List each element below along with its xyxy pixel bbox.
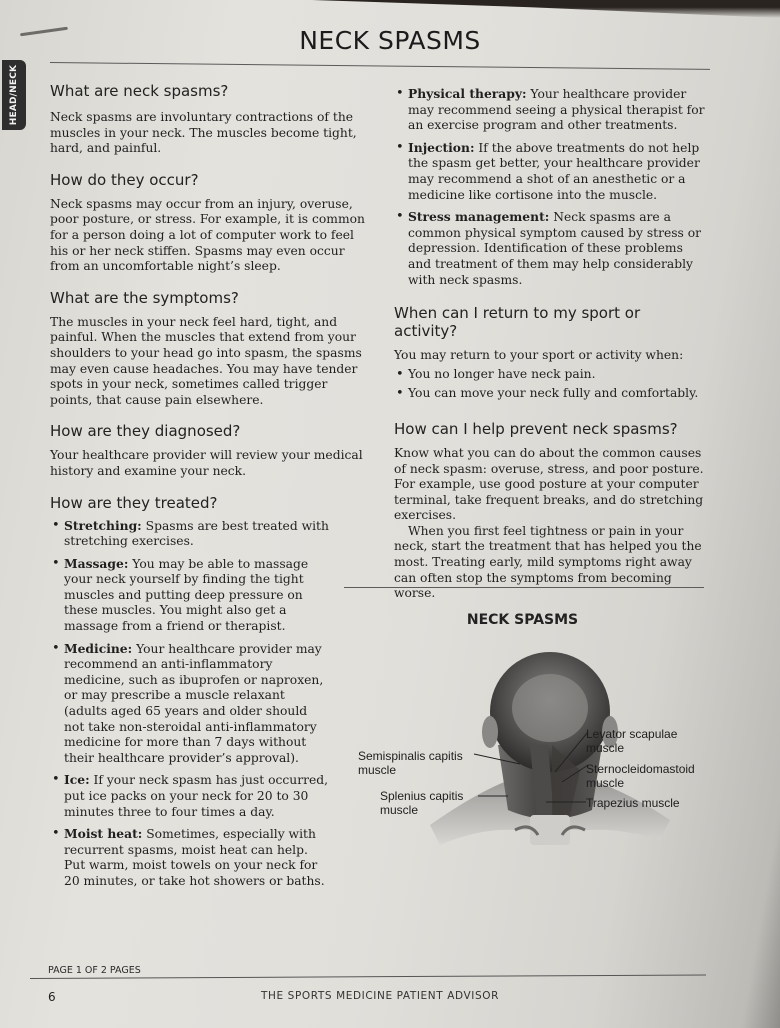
heading-prevent: How can I help prevent neck spasms? [394,419,678,438]
label-levator: Levator scapulae muscle [586,727,678,755]
heading-occur: How do they occur? [50,170,199,189]
heading-return: When can I return to my sport or activity? [394,304,641,341]
photo-background-edge [0,0,780,18]
body-what: Neck spasms are involuntary contractions of the muscles in your neck. The muscles become tight, hard, and painful. [50,110,357,156]
label-semispinalis: Semispinalis capitis muscle [358,749,463,777]
treatment-item [50,772,328,820]
treatment-text: Your healthcare provider may recommend seeing a physical therapist for an exercise program and other treatments. [408,87,705,133]
body-diagnosed: Your healthcare provider will review your medical history and examine your neck. [50,448,363,478]
heading-treated: How are they treated? [50,493,218,512]
treatment-list-continued [394,86,706,288]
treatment-text: Sometimes, especially with recurrent spasms, moist heat can help. Put warm, moist towels on your neck for 20 minutes, or take hot showers or baths. [64,827,325,888]
heading-diagnosed: How are they diagnosed? [50,422,241,441]
section-treated [50,494,370,890]
label-splenius: Splenius capitis muscle [380,789,464,817]
left-column [50,80,370,904]
section-side-tab [2,60,26,130]
prevent-para-1: Know what you can do about the common causes of neck spasm: overuse, stress, and poor posture. For example, use good posture at your computer terminal, take frequent breaks, and do stretching exercises. [394,445,704,523]
treatment-term: Injection: [408,139,475,155]
label-sternocleidomastoid: Sternocleidomastoid muscle [586,762,695,790]
section-occur [50,171,370,275]
treatment-term: Medicine: [64,640,133,656]
page-title: NECK SPASMS [299,26,481,55]
treatment-item [394,140,706,203]
treatment-text: Your healthcare provider may recommend an anti-inflammatory medicine, such as ibuprofen or naproxen, or may prescribe a muscle relaxant (adults aged 65 years and older should not take non-steroidal anti-inflammatory medicine for more than 7 days without their healthcare provider’s approval). [64,641,324,765]
section-prevent [394,420,706,602]
treatment-list [50,518,370,890]
page-number: 6 [48,990,56,1004]
treatment-text: You may be able to massage your neck yourself by finding the tight muscles and putting deep pressure on these muscles. You might also get a massage from a friend or therapist. [64,556,309,634]
treatment-term: Moist heat: [64,826,143,842]
treatment-term: Massage: [64,555,129,571]
label-trapezius: Trapezius muscle [586,796,680,810]
body-occur: Neck spasms may occur from an injury, overuse, poor posture, or stress. For example, it is common for a person doing a lot of computer work to feel his or her neck stiffen. Spasms may even occur from an uncomfortable night’s sleep. [50,196,365,274]
return-intro: You may return to your sport or activity when: [394,348,684,363]
heading-symptoms: What are the symptoms? [50,288,239,307]
body-symptoms: The muscles in your neck feel hard, tight, and painful. When the muscles that extend from your shoulders to your head go into spasm, the spasms may even cause headaches. You may have tender spots in your neck, sometimes called trigger points, that cause pain elsewhere. [50,314,362,407]
side-tab-label: HEAD/NECK [9,64,19,126]
title-divider [50,62,710,70]
page-count: PAGE 1 OF 2 PAGES [48,965,141,976]
figure-title: NECK SPASMS [466,612,579,628]
treatment-item [394,209,706,288]
treatment-item [50,518,334,550]
treatment-item [50,826,332,889]
publication-name: THE SPORTS MEDICINE PATIENT ADVISOR [261,990,499,1002]
return-list [394,367,706,402]
treatment-term: Ice: [64,772,90,788]
treatment-item [394,86,706,134]
right-column [394,86,706,616]
treatment-text: Spasms are best treated with stretching exercises. [64,518,329,549]
treatment-item [50,556,312,635]
heading-what: What are neck spasms? [50,82,229,100]
treatment-text: If the above treatments do not help the spasm get better, your healthcare provider may recommend a shot of an anesthetic or a medicine like cortisone into the muscle. [408,140,700,202]
return-item: • You can move your neck fully and comfortably. [394,386,706,402]
treatment-item [50,641,326,767]
return-item: • You no longer have neck pain. [394,367,706,383]
prevent-para-2: When you first feel tightness or pain in your neck, start the treatment that has helped you the most. Treating early, mild symptoms right away can often stop the symptoms from becoming worse. [394,523,702,601]
section-what [50,82,370,157]
figure-divider [344,587,704,588]
section-diagnosed [50,422,370,479]
treatment-text: Neck spasms are a common physical symptom caused by stress or depression. Identification of these problems and treatment of them may help considerably with neck spasms. [408,210,702,287]
treatment-term: Stretching: [64,517,142,533]
treatment-text: If your neck spasm has just occurred, put ice packs on your neck for 20 to 30 minutes three to four times a day. [64,773,329,819]
section-symptoms [50,289,370,409]
treatment-term: Stress management: [408,209,550,225]
section-return [394,304,706,402]
treatment-term: Physical therapy: [408,86,527,101]
